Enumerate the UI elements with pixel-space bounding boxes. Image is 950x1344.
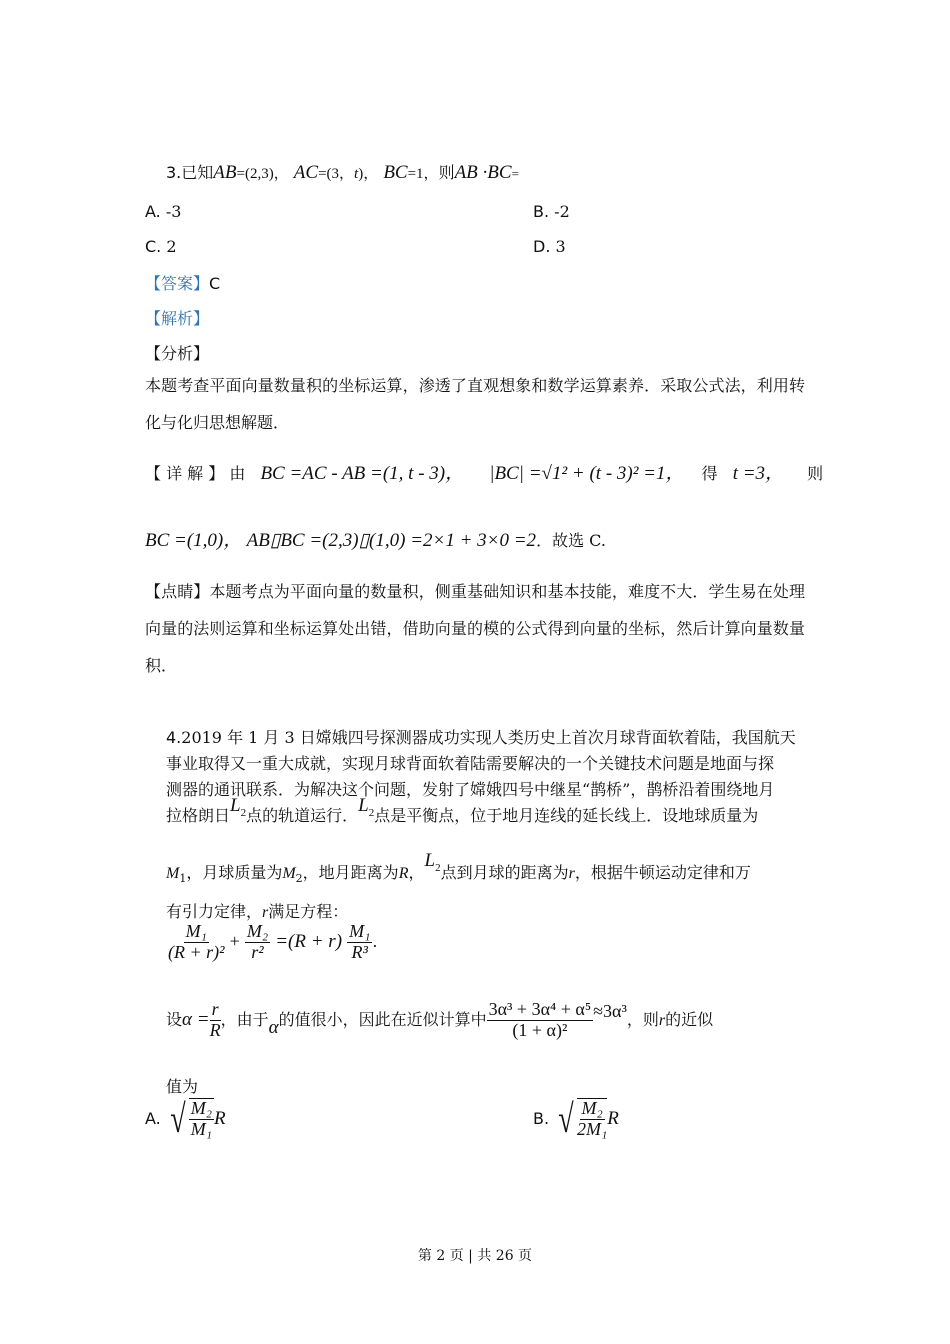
text: L: [230, 795, 241, 816]
text: 点是平衡点，位于地月连线的延长线上．设地球质量为: [374, 806, 759, 825]
denominator: R³: [351, 941, 368, 962]
math-expr: BC =AC - AB =(1, t - 3)，: [260, 463, 465, 484]
q4-line5: [166, 850, 751, 886]
sqrt: [555, 1095, 619, 1141]
text: 得: [701, 464, 718, 483]
fraction: [487, 1000, 594, 1041]
text: 2: [240, 806, 247, 819]
text: 2: [368, 806, 375, 819]
option-label: A.: [145, 1109, 161, 1129]
sqrt: [167, 1095, 226, 1141]
q4-option-a: [145, 1095, 226, 1141]
l2-point: [424, 850, 441, 874]
text: 已知: [181, 163, 214, 182]
text: ．故选 C.: [536, 531, 606, 550]
question-number: 3.: [166, 163, 182, 182]
text: 的值很小，因此在近似计算中: [278, 1009, 487, 1029]
text: ，: [408, 863, 425, 882]
text: 则: [807, 464, 824, 483]
q4-line2: 事业取得又一重大成就，实现月球背面软着陆需要解决的一个关键技术问题是地面与探: [166, 754, 775, 773]
option-value: 3: [555, 237, 566, 256]
option-label: B.: [533, 1109, 550, 1129]
fraction: [168, 922, 225, 963]
option-value: -2: [554, 202, 570, 221]
fraction: [347, 922, 372, 963]
text: R: [398, 865, 409, 882]
fraction: [245, 922, 270, 963]
math-expr: |BC| =√1² + (t - 3)² =1，: [489, 463, 685, 484]
dianjing-tag: 【点睛】: [145, 582, 210, 601]
text: =1，: [407, 166, 439, 182]
q4-line3: 测器的通讯联系．为解决这个问题，发射了嫦娥四号中继星“鹊桥”，鹊桥沿着围绕地月: [166, 780, 775, 799]
vector-ac: AC: [293, 162, 319, 183]
text: α: [268, 1016, 279, 1038]
dot-product: AB ·BC: [454, 162, 512, 183]
text: 1: [179, 872, 187, 886]
fraction: [577, 1099, 607, 1140]
dianjing: [145, 573, 805, 684]
text: 满足方程：: [268, 902, 349, 921]
answer: [145, 271, 220, 294]
main-equation: [168, 922, 377, 963]
detail-tag: 【 详 解 】 由: [145, 464, 246, 483]
text: =(R + r): [275, 930, 343, 952]
text: 的近似: [665, 1009, 714, 1029]
option-c: [145, 237, 177, 256]
text: 有引力定律，: [166, 902, 263, 921]
answer-tag: 【答案】: [145, 274, 210, 293]
text: M: [166, 865, 180, 882]
numerator: M₁: [185, 921, 207, 941]
var-t: t: [354, 166, 359, 182]
text: 则: [438, 163, 455, 182]
q4-line4: [166, 795, 759, 829]
denominator: M₁: [190, 1118, 212, 1139]
text: 点到月球的距离为: [440, 863, 569, 882]
analysis-tag: 【解析】: [145, 309, 210, 328]
option-value: -3: [165, 202, 182, 221]
text: ≈3α³: [593, 1000, 627, 1021]
text: r: [658, 1011, 666, 1029]
fenxi-text: 本题考查平面向量数量积的坐标运算，渗透了直观想象和数学运算素养．采取公式法，利用转化与化归思想解题．: [145, 376, 805, 432]
dianjing-text: 本题考点为平面向量的数量积，侧重基础知识和基本技能，难度不大．学生易在处理向量的法则运算和坐标运算处出错，借助向量的模的公式得到向量的坐标，然后计算向量数量积．: [145, 582, 805, 675]
denominator: 2M₁: [577, 1118, 608, 1139]
text: 设: [166, 1009, 183, 1029]
option-a: [145, 202, 181, 221]
denominator: R: [209, 1019, 221, 1040]
numerator: M₂: [246, 921, 269, 941]
text: r: [262, 904, 269, 921]
text: =: [511, 166, 519, 181]
sqrt-icon: √: [170, 1095, 186, 1141]
numerator: r: [211, 999, 219, 1019]
text: 2: [435, 861, 441, 874]
fraction: [189, 1099, 214, 1140]
text: .: [372, 931, 378, 951]
numerator: M₁: [349, 921, 371, 941]
fraction: [210, 1000, 221, 1041]
text: M: [282, 865, 296, 882]
text: ，由于: [220, 1009, 269, 1029]
l2-point: [358, 795, 375, 819]
option-label: B.: [533, 202, 550, 221]
vector-bc: BC: [383, 162, 408, 183]
detail-line2: [145, 525, 606, 552]
option-d: [533, 237, 566, 256]
option-label: C.: [145, 237, 162, 256]
option-label: D.: [533, 237, 551, 256]
question-number: 4.: [166, 728, 182, 747]
q4-line6: [166, 899, 348, 922]
page-footer: 第 2 页 | 共 26 页: [417, 1248, 533, 1264]
text: ，地月距离为: [302, 863, 399, 882]
q4-option-b: [533, 1095, 619, 1141]
numerator: M₂: [581, 1098, 603, 1118]
denominator: r²: [251, 941, 264, 962]
math-expr: BC =(1,0)， AB▯BC =(2,3)▯(1,0) =2×1 + 3×0 =2: [145, 530, 537, 551]
option-b: [533, 202, 570, 221]
text: ，根据牛顿运动定律和万: [574, 863, 751, 882]
text: 拉格朗日: [166, 806, 231, 825]
text: ，月球质量为: [186, 863, 283, 882]
text: r: [568, 865, 575, 882]
denominator: (R + r)²: [168, 941, 225, 962]
text: )，: [358, 166, 379, 182]
text: L: [424, 850, 436, 871]
option-value: 2: [166, 237, 177, 256]
text: 点的轨道运行．: [246, 806, 359, 825]
text: R: [213, 1107, 226, 1129]
option-label: A.: [145, 202, 161, 221]
sqrt-icon: √: [558, 1095, 574, 1141]
q4-line1: [166, 725, 796, 748]
text: ，则: [626, 1009, 659, 1029]
text: =(3，: [318, 166, 355, 182]
numerator: 3α³ + 3α⁴ + α⁵: [488, 999, 592, 1019]
text: 2: [295, 872, 303, 886]
math-expr: t =3，: [732, 463, 785, 484]
q4-line7: [166, 1000, 713, 1041]
denominator: (1 + α)²: [512, 1019, 568, 1040]
q3-stem: [166, 160, 519, 184]
text: L: [358, 795, 369, 816]
answer-value: C: [209, 274, 221, 293]
q4-line8: 值为: [166, 1077, 199, 1096]
text: α =: [182, 1008, 210, 1030]
l2-point: [230, 795, 247, 819]
text: R: [607, 1107, 619, 1129]
fenxi-tag: 【分析】: [145, 344, 210, 363]
text: 2019 年 1 月 3 日嫦娥四号探测器成功实现人类历史上首次月球背面软着陆，我国航天: [181, 728, 796, 747]
text: =(2,3)，: [236, 166, 289, 182]
vector-ab: AB: [213, 162, 237, 183]
detail-line1: [145, 458, 823, 485]
numerator: M₂: [190, 1098, 212, 1118]
text: +: [229, 930, 240, 951]
